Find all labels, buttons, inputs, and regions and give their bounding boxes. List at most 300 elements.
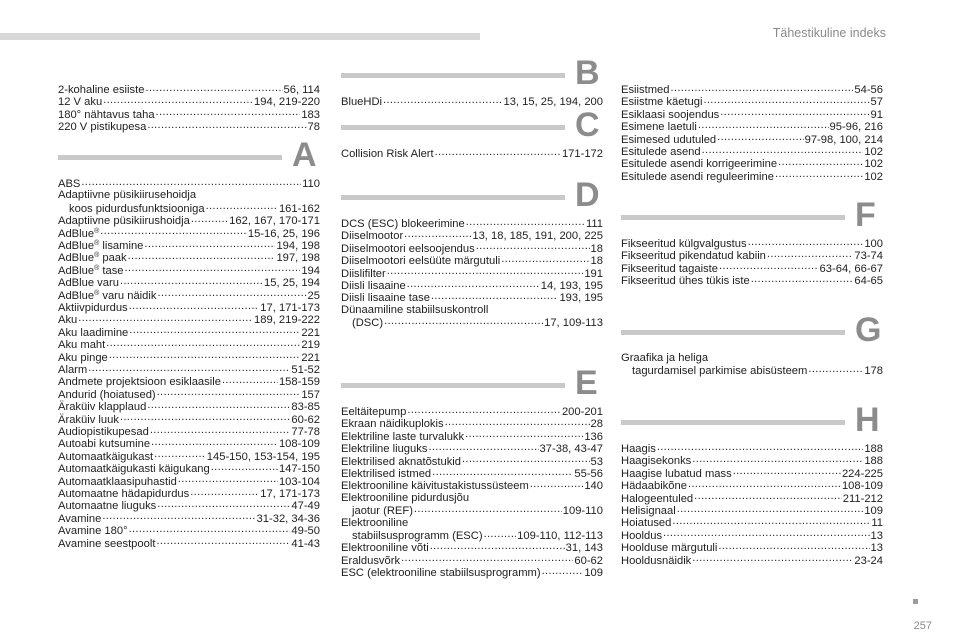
index-term: Elektriline liuguks [341,443,428,456]
page-reference: 17, 171-173 [260,302,320,314]
dot-leader [120,276,263,286]
index-entry [621,442,883,455]
dot-leader [501,254,589,264]
index-entry [58,425,320,438]
index-term: Esitulede asend [621,146,701,158]
index-entry [621,170,883,183]
page-header-title: Tähestikuline indeks [772,26,886,40]
dot-leader [775,170,863,180]
page-reference: 109 [584,567,603,580]
dot-leader [657,442,864,452]
index-entry [58,363,320,376]
page-reference: 171-172 [561,148,603,160]
index-term: Diisli lisaaine [341,280,406,292]
index-term: Avamine 180° [58,525,128,538]
page-reference: 13 [870,542,883,555]
dot-leader [688,479,841,489]
index-term: 12 V aku [58,96,103,109]
index-entry [341,504,603,517]
index-term: 220 V pistikupesa [58,121,147,134]
index-term: Fikseeritud tagaiste [621,262,719,275]
dot-leader [190,487,259,497]
page-reference: 221 [301,326,320,339]
dot-leader [733,467,841,477]
dot-leader [435,147,561,157]
dot-leader [692,554,853,564]
page-reference: 147-150 [278,463,320,476]
index-term: AdBlue® paak [58,252,127,265]
section-divider [621,215,845,220]
page-reference: 200-201 [561,406,603,418]
page-reference: 49-50 [291,525,320,538]
page-reference: 15-16, 25, 196 [247,227,320,240]
index-term: Aku maht [58,339,106,352]
index-term: Elektrooniline võti [341,542,429,555]
index-entry [341,455,603,468]
page-reference: 157 [301,388,320,401]
index-entry [341,217,603,230]
page-reference: 194 [301,264,320,277]
dot-leader [484,529,517,539]
index-term: Dünaamiline stabiilsuskontroll [341,303,489,316]
dot-leader [120,413,290,423]
index-entry [58,499,320,512]
index-entry [621,262,883,275]
index-term: AdBlue® varu näidik [58,289,157,302]
dot-leader [154,450,206,460]
index-term: Diisli lisaaine tase [341,292,430,305]
section-divider [341,383,565,388]
index-term: Graafika ja heliga [621,352,709,364]
page-reference: 100 [864,238,883,250]
index-term: Automaatkäigukasti käigukang [58,463,210,476]
section-divider [58,155,282,160]
index-entry [621,467,883,480]
index-term: Esiklaasi soojendus [621,108,720,121]
page-reference: 57 [870,96,883,109]
dot-leader [748,237,864,247]
dot-leader [211,462,278,472]
index-entry [58,388,320,401]
index-entry [58,437,320,450]
dot-leader [719,262,819,272]
dot-leader [156,108,301,118]
index-term: Hoiatused [621,517,672,530]
index-term: Elektrooniline pidurdusjõu [341,491,470,504]
index-term: Hooldus [621,529,663,542]
page-reference: 64-65 [854,275,883,288]
index-term: Esiistme käetugi [621,96,703,109]
page-reference: 15, 25, 194 [264,277,320,290]
dot-leader [751,274,854,284]
dot-leader [191,214,228,224]
index-term: Halogeentuled [621,492,694,505]
index-entry [58,189,320,201]
dot-leader [677,504,864,514]
page-reference: 219 [301,339,320,352]
page-reference: 110 [302,178,320,190]
index-entry [58,475,320,488]
dot-leader [387,267,584,277]
page-reference: 18 [590,242,603,255]
index-entry [621,108,883,121]
index-term: koos pidurdusfunktsiooniga [69,202,205,215]
page-reference: 102 [864,146,883,158]
dot-leader [702,145,864,155]
index-entry [621,529,883,542]
dot-leader [476,242,590,252]
dot-leader [106,338,300,348]
dot-leader [407,279,540,289]
index-term: DCS (ESC) blokeerimine [341,218,465,230]
page-reference: 54-56 [854,84,883,96]
index-entry [58,301,320,314]
dot-leader [542,566,584,576]
page-reference: 108-109 [841,480,883,493]
section-divider [341,195,565,200]
index-term: Eraldusvõrk [341,554,401,567]
page-reference: 140 [584,480,603,493]
dot-leader [147,400,290,410]
dot-leader [401,554,573,564]
index-term: Elektriline laste turvalukk [341,430,465,443]
index-entry [58,289,320,302]
index-entry [58,413,320,426]
dot-leader [430,541,565,551]
index-entry [621,249,883,262]
dot-leader [698,120,829,130]
page-reference: 31, 143 [565,542,603,555]
index-term: Adaptiivne püsikiirusehoidja [58,189,197,202]
index-term: Aku pinge [58,351,108,364]
index-entry [341,316,603,329]
index-term: Avamine [58,512,102,525]
index-entry [58,177,320,190]
section-divider [621,420,845,425]
index-term: Haagis [621,443,656,455]
dot-leader [530,479,584,489]
index-entry [341,291,603,304]
index-entry [341,566,603,579]
index-entry [58,462,320,475]
index-term: ESC (elektrooniline stabiilsusprogramm) [341,567,541,580]
page-reference: 14, 193, 195 [540,280,603,292]
dot-leader [767,249,853,259]
page-reference: 102 [864,170,883,183]
dot-leader [414,504,562,514]
index-entry [341,229,603,242]
dot-leader [407,405,561,415]
index-term: BlueHDi [341,96,383,108]
section-letter: E [575,364,598,402]
page-reference: 97-98, 100, 214 [804,133,883,146]
index-term: Ekraan näidikuplokis [341,418,444,431]
index-entry [58,313,320,326]
index-term: tagurdamisel parkimise abisüsteem [632,365,808,378]
dot-leader [102,512,255,522]
dot-leader [206,202,278,212]
dot-leader [384,316,543,326]
page-reference: 13, 18, 185, 191, 200, 225 [472,230,603,243]
index-term: Aku [58,314,78,327]
index-entry [58,202,320,215]
index-term: AdBlue varu [58,277,119,290]
index-entry [621,454,883,467]
index-entry [621,237,883,250]
index-term: Haagisekonks [621,455,692,468]
page-reference: 183 [301,108,320,121]
page-marker [913,599,918,604]
top-bar [0,33,480,40]
index-entry [341,279,603,292]
index-term: Alarm [58,364,88,376]
dot-leader [692,454,863,464]
index-entry [621,504,883,517]
index-entry [58,524,320,537]
index-term: Diislifilter [341,267,386,280]
index-term: Esimene laetuli [621,121,697,134]
dot-leader [156,537,290,547]
index-entry [341,554,603,567]
index-term: Hoolduse märgutuli [621,542,718,555]
dot-leader [717,133,803,143]
index-term: Esitulede asendi reguleerimine [621,170,774,183]
section-divider [621,330,845,335]
index-term: Andurid (hoiatused) [58,388,156,401]
page-reference: 31-32, 34-36 [256,512,320,525]
page-reference: 103-104 [278,475,320,488]
dot-leader [703,95,869,105]
dot-leader [428,442,538,452]
index-entry [58,95,320,108]
index-term: Hädaabikõne [621,480,687,493]
dot-leader [103,95,253,105]
dot-leader [465,430,583,440]
page-reference: 109-110 [562,505,603,518]
dot-leader [81,177,301,187]
index-entry [621,364,883,377]
page-reference: 41-43 [291,537,320,550]
dot-leader [150,425,291,435]
page-reference: 221 [301,351,320,364]
page-reference: 136 [584,430,603,443]
dot-leader [129,524,291,534]
index-term: Esimesed udutuled [621,133,717,146]
index-entry [58,108,320,121]
dot-leader [383,95,502,105]
dot-leader [431,291,559,301]
index-term: 180° nähtavus taha [58,108,155,121]
page-reference: 53 [590,455,603,468]
index-entry [621,479,883,492]
dot-leader [151,437,278,447]
index-term: Fikseeritud ühes tükis iste [621,275,750,288]
index-entry [58,512,320,525]
dot-leader [129,301,260,311]
index-term: Audiopistikupesad [58,426,149,438]
dot-leader [100,227,247,237]
index-entry [341,529,603,542]
dot-leader [109,351,301,361]
index-term: Diiselmootori eelsoojendus [341,242,475,255]
page-reference: 47-49 [291,500,320,513]
page-reference: 108-109 [278,438,320,451]
page-reference: 194, 219-220 [254,96,320,109]
index-entry [621,516,883,529]
index-term: Collision Risk Alert [341,148,434,160]
page-reference: 60-62 [574,554,603,567]
page-reference: 189, 219-222 [254,314,320,327]
index-entry [621,157,883,170]
index-term: Automaatne hädapidurdus [58,488,190,500]
index-term: Fikseeritud külgvalgustus [621,238,747,250]
index-entry [341,417,603,430]
page-reference: 13, 15, 25, 194, 200 [503,96,603,108]
index-entry [58,326,320,339]
page-reference: 73-74 [854,250,883,263]
index-entry [58,537,320,550]
index-entry [341,95,603,108]
index-term: Hooldusnäidik [621,554,692,567]
index-entry [341,442,603,455]
section-letter: A [292,136,317,174]
index-term: Avamine seestpoolt [58,537,156,550]
index-entry [341,267,603,280]
index-entry [341,430,603,443]
dot-leader [222,375,278,385]
index-entry [341,147,603,160]
dot-leader [145,83,282,93]
index-term: Automaatkäigukast [58,450,154,463]
page-reference: 188 [864,443,883,455]
index-term: (DSC) [352,317,384,330]
index-term: Esiistmed [621,84,670,96]
index-entry [341,517,603,529]
dot-leader [178,475,278,485]
dot-leader [157,289,306,299]
index-entry [341,304,603,316]
page-reference: 11 [871,517,883,530]
index-entry [621,554,883,567]
page-reference: 17, 171-173 [260,488,320,500]
index-entry [58,120,320,133]
section-letter: B [575,54,600,92]
dot-leader [144,239,275,249]
index-entry [58,227,320,240]
dot-leader [778,157,863,167]
index-term: AdBlue® tase [58,264,124,277]
page-reference: 197, 198 [276,252,320,265]
page-reference: 193, 195 [559,292,603,305]
index-entry [58,450,320,463]
page-reference: 109 [864,505,883,517]
index-term: Autoabi kutsumine [58,438,151,451]
section-letter: C [575,106,600,144]
dot-leader [157,388,301,398]
page-reference: 91 [870,108,883,121]
dot-leader [720,108,869,118]
index-term: Elektrilised istmed [341,468,432,480]
index-term: Andmete projektsioon esiklaasile [58,376,221,389]
dot-leader [462,455,590,465]
index-term: AdBlue® [58,227,100,240]
index-term: Esitulede asendi korrigeerimine [621,158,778,171]
index-term: Automaatne liuguks [58,500,157,513]
page-reference: 211-212 [842,492,883,505]
page-reference: 13 [870,529,883,542]
index-entry [621,541,883,554]
section-letter: H [855,401,880,439]
index-entry [621,274,883,287]
index-term: AdBlue® lisamine [58,240,144,252]
page-reference: 161-162 [278,202,320,215]
index-entry [621,492,883,505]
index-entry [621,83,883,96]
index-entry [341,492,603,504]
page-reference: 95-96, 216 [829,121,883,134]
dot-leader [663,529,870,539]
index-entry [58,83,320,96]
page-reference: 145-150, 153-154, 195 [206,450,320,463]
index-term: Automaatklaasipuhastid [58,475,177,488]
page-reference: 17, 109-113 [544,317,603,330]
page-reference: 178 [864,365,883,378]
section-letter: G [855,311,882,349]
index-entry [341,541,603,554]
page-reference: 23-24 [854,554,883,567]
section-divider [341,73,565,78]
index-entry [58,214,320,227]
index-entry [341,242,603,255]
index-term: Diiselmootor [341,230,404,243]
dot-leader [88,363,290,373]
dot-leader [694,492,842,502]
index-term: Elektrooniline [341,516,409,529]
dot-leader [718,541,869,551]
index-term: Elektrooniline käivitustakistussüsteem [341,480,529,493]
index-entry [58,375,320,388]
index-term: Adaptiivne püsikiirushoidja [58,215,190,228]
index-entry [621,352,883,364]
index-entry [58,276,320,289]
dot-leader [404,229,471,239]
dot-leader [445,417,590,427]
section-letter: F [855,196,876,234]
dot-leader [672,516,870,526]
page-reference: 194, 198 [276,240,320,252]
index-term: Diiselmootori eelsüüte märgutuli [341,255,501,268]
dot-leader [147,120,306,130]
index-entry [341,479,603,492]
index-entry [621,133,883,146]
page-reference: 55-56 [574,468,603,480]
dot-leader [125,264,301,274]
page-reference: 56, 114 [283,84,320,96]
page-reference: 25 [307,289,320,302]
page-reference: 83-85 [291,401,320,414]
dot-leader [128,251,276,261]
page-reference: 18 [590,255,603,268]
dot-leader [78,313,253,323]
section-letter: D [575,176,600,214]
page-reference: 162, 167, 170-171 [229,215,320,228]
index-term: stabiilsusprogramm (ESC) [352,530,483,542]
index-entry [58,239,320,252]
page-reference: 109-110, 112-113 [517,530,603,542]
index-entry [341,467,603,480]
index-term: Eeltäitepump [341,406,407,418]
dot-leader [466,217,585,227]
